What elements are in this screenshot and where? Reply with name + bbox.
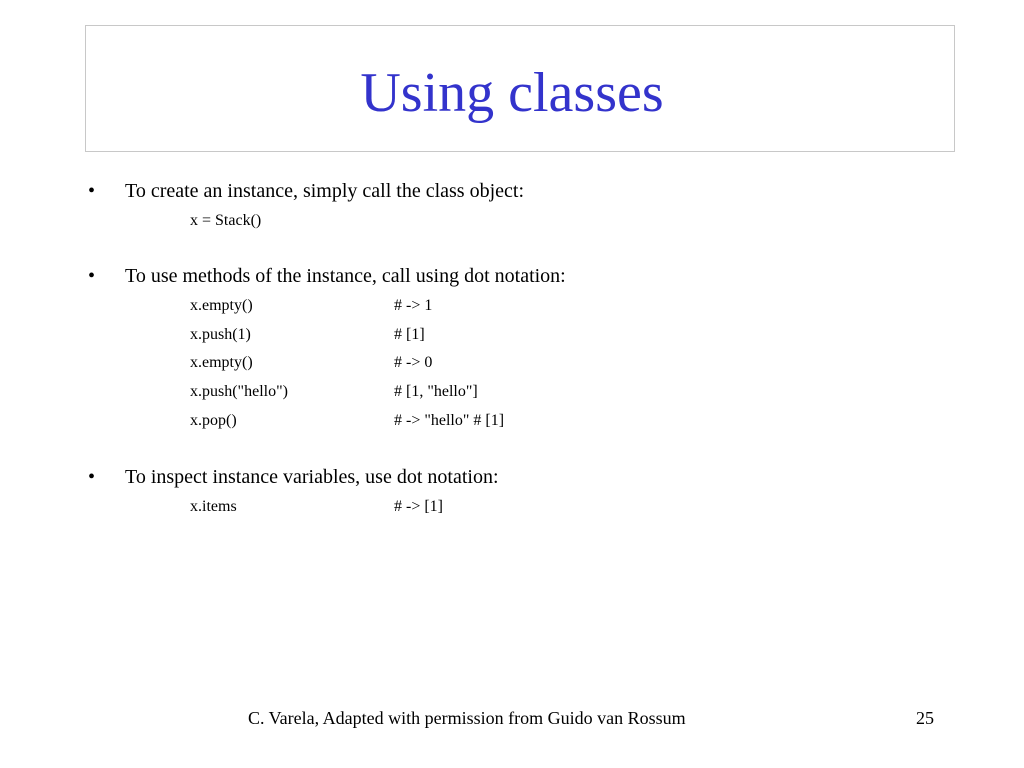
footer-credit: C. Varela, Adapted with permission from Guido van Rossum <box>248 708 686 728</box>
code-line: x = Stack() <box>190 212 262 229</box>
code-line: x.empty() <box>190 297 253 314</box>
bullet-marker: • <box>88 180 96 202</box>
code-line: x.items <box>190 498 237 515</box>
page-number: 25 <box>916 708 934 728</box>
code-comment: # -> 1 <box>394 297 433 314</box>
code-line: x.empty() <box>190 354 253 371</box>
code-line: x.pop() <box>190 412 237 429</box>
code-comment: # -> 0 <box>394 354 433 371</box>
code-comment: # -> [1] <box>394 498 444 515</box>
code-comment: # [1] <box>394 326 425 343</box>
bullet-marker: • <box>88 466 96 488</box>
bullet-text-use-methods: To use methods of the instance, call using dot notation: <box>125 265 566 287</box>
code-comment: # [1, "hello"] <box>394 383 478 400</box>
code-comment: # -> "hello" # [1] <box>394 412 505 429</box>
bullet-marker: • <box>88 265 96 287</box>
slide-title: Using classes <box>360 62 664 124</box>
code-line: x.push("hello") <box>190 383 288 400</box>
bullet-text-create-instance: To create an instance, simply call the class object: <box>125 180 525 202</box>
code-line: x.push(1) <box>190 326 251 343</box>
bullet-text-inspect-variables: To inspect instance variables, use dot notation: <box>125 466 499 488</box>
